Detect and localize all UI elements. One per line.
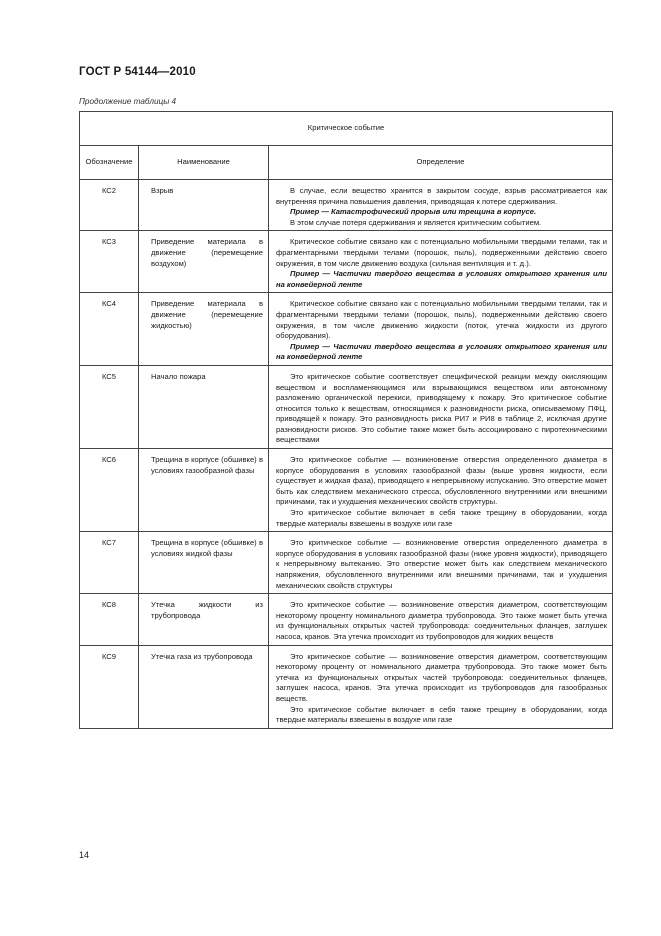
table-row (80, 365, 613, 448)
row-definition-cell (269, 180, 613, 231)
row-code-cell: КС3 (80, 231, 139, 293)
definition-paragraph: Это критическое событие — возникновение отверстия определенного диаметра в корпусе оборудования в условиях газообразной фазы (ниже уровня жидкости), приводящего к непрерывному вытеканию. Это отверстие может быть как следствием механического напряжения, обусловленного внутренними или внешними причинами, так и ухудшения механических свойств структуры (276, 538, 608, 590)
row-code-cell: КС7 (80, 532, 139, 594)
row-name-cell: Взрыв (139, 180, 269, 231)
table-row (80, 293, 613, 366)
definition-paragraph: Критическое событие связано как с потенциально мобильными твердыми телами, так и фрагментарными твердыми телами (порошок, пыль), подверженными действию своего окружения, в том числе движению жидкости (поток, утечка жидкости из другого оборудования). (276, 299, 608, 341)
row-name-cell: Трещина в корпусе (обшивке) в условиях жидкой фазы (139, 532, 269, 594)
row-code-cell: КС4 (80, 293, 139, 366)
definition-example: Пример — Частички твердого вещества в условиях открытого хранения или на конвейерной ленте (276, 269, 608, 289)
table-column-header-row (80, 146, 613, 180)
table-row (80, 231, 613, 293)
row-definition-cell (269, 449, 613, 532)
row-definition-cell (269, 293, 613, 366)
definition-example: Пример — Катастрофический прорыв или трещина в корпусе. (290, 207, 537, 217)
definition-paragraph: Это критическое событие включает в себя также трещину в оборудовании, когда твердые материалы взвешены в воздухе или газе (276, 704, 608, 725)
definition-paragraph: Это критическое событие — возникновение отверстия диаметром, соответствующим некоторому проценту от номинального диаметра трубопровода. Это также может быть утечка из функциональных открытых частей трубопровода: соединительных фланцев, заглушек насоса, кранов. Эта утечка происходит из трубопроводов для газообразных веществ. (276, 651, 608, 703)
column-header-name: Наименование (139, 146, 269, 180)
definition-paragraph: Это критическое событие включает в себя также трещину в оборудовании, когда твердые материалы взвешены в воздухе или газе (276, 508, 608, 528)
row-name-cell: Утечка газа из трубопровода (139, 645, 269, 728)
definition-paragraph: Это критическое событие соответствует специфической реакции между окисляющим веществом и воспламеняющимся или взрывающимся веществом или автономному разложению органической перекиси, приводящему к пожару. Это критическое событие относится только к веществам, относящимся к разновидности риска, описываемому ПФЦ, приводящей к пожару. Это разновидность риска РИ7 и РИ8 в таблице 2, исключая другие разновидности рисков. Это событие также может быть ассоциировано с пиротехническими веществами (276, 371, 608, 445)
definition-paragraph: Это критическое событие — возникновение отверстия определенного диаметра в корпусе оборудования в условиях газообразной фазы (выше уровня жидкости, если существует и жидкая фаза), приводящего к непрерывному испусканию. Это отверстие может быть как следствием механического стресса, обусловленного внутренними или внешними причинами, так и ухудшения механических свойств структуры. (276, 455, 608, 507)
definition-paragraph: В этом случае потеря сдерживания и является критическим событием. (290, 217, 542, 227)
definition-paragraph: В случае, если вещество хранится в закрытом сосуде, взрыв рассматривается как внутренняя причина повышения давления, приводящая к потере сдерживания. (276, 186, 608, 206)
row-code-cell: КС8 (80, 594, 139, 645)
table-group-header-row (80, 112, 613, 146)
row-name-cell: Приведение материала в движение (перемещение воздухом) (139, 231, 269, 293)
table-row (80, 645, 613, 728)
table-row (80, 449, 613, 532)
row-name-cell: Утечка жидкости из трубопровода (139, 594, 269, 645)
critical-events-table (79, 111, 613, 729)
row-definition-cell (269, 231, 613, 293)
row-name-cell: Трещина в корпусе (обшивке) в условиях газообразной фазы (139, 449, 269, 532)
table-row (80, 532, 613, 594)
group-header-cell: Критическое событие (80, 112, 613, 146)
row-definition-cell (269, 645, 613, 728)
table-row (80, 180, 613, 231)
definition-paragraph: Критическое событие связано как с потенциально мобильными твердыми телами, так и фрагментарными твердыми телами (порошок, пыль), подверженными действию своего окружения, в том числе движению воздуха (сильная вентиляция и т. д.). (276, 237, 608, 268)
table-row (80, 594, 613, 645)
column-header-definition: Определение (269, 146, 613, 180)
table-body (80, 112, 613, 729)
row-name-cell: Приведение материала в движение (перемещение жидкостью) (139, 293, 269, 366)
row-code-cell: КС6 (80, 449, 139, 532)
row-definition-cell (269, 594, 613, 645)
row-name-cell: Начало пожара (139, 365, 269, 448)
table-continuation-label: Продолжение таблицы 4 (79, 97, 177, 106)
row-code-cell: КС5 (80, 365, 139, 448)
document-code: ГОСТ Р 54144—2010 (79, 66, 196, 78)
column-header-code: Обозначение (80, 146, 139, 180)
row-definition-cell (269, 532, 613, 594)
row-code-cell: КС2 (80, 180, 139, 231)
row-code-cell: КС9 (80, 645, 139, 728)
page-number: 14 (79, 850, 90, 860)
row-definition-cell (269, 365, 613, 448)
definition-example: Пример — Частички твердого вещества в условиях открытого хранения или на конвейерной ленте (276, 341, 608, 362)
definition-paragraph: Это критическое событие — возникновение отверстия диаметром, соответствующим некоторому проценту номинального диаметра трубопровода. Это также может быть утечка из функциональных открытых частей трубопровода: соединительных фланцев, заглушек насоса, кранов. Эта утечка происходит из трубопроводов для жидких веществ (276, 600, 608, 641)
